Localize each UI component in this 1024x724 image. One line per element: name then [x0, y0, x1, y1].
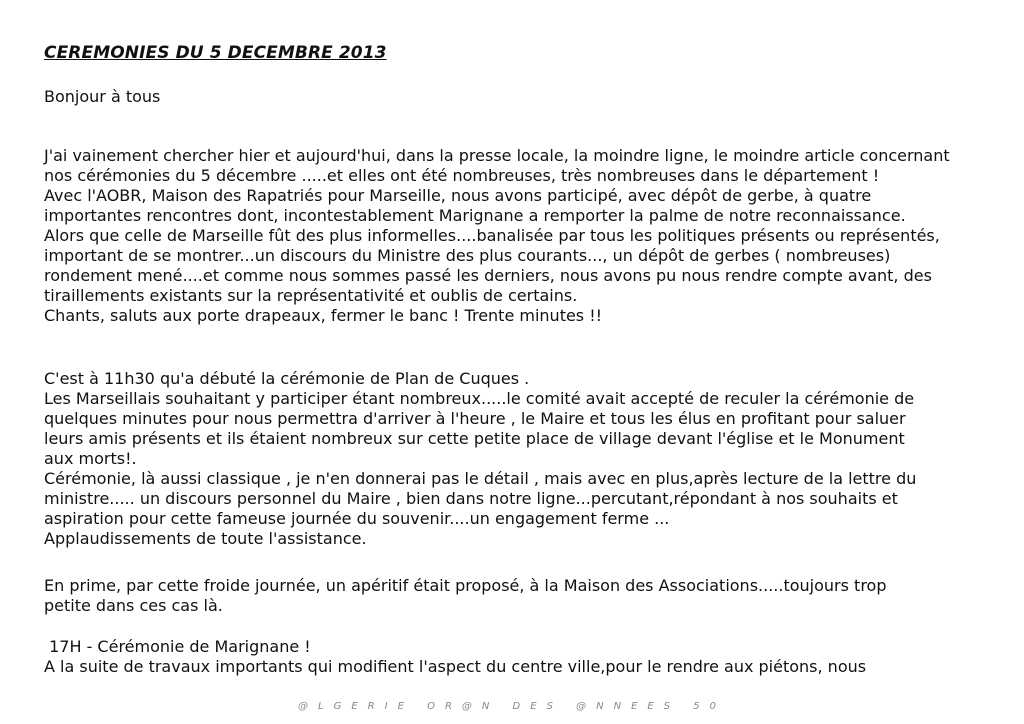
text-line: petite dans ces cas là.	[44, 596, 223, 615]
text-line: C'est à 11h30 qu'a débuté la cérémonie de Plan de Cuques .	[44, 369, 530, 388]
text-line: leurs amis présents et ils étaient nombreux sur cette petite place de village devant l'église et le Monument	[44, 429, 905, 448]
text-line: 17H - Cérémonie de Marignane !	[44, 637, 311, 656]
text-line: Cérémonie, là aussi classique , je n'en donnerai pas le détail , mais avec en plus,après lecture de la lettre du	[44, 469, 917, 488]
text-line: aux morts!.	[44, 449, 137, 468]
text-line: En prime, par cette froide journée, un apéritif était proposé, à la Maison des Associations.....toujours trop	[44, 576, 887, 595]
text-line: Avec l'AOBR, Maison des Rapatriés pour Marseille, nous avons participé, avec dépôt de gerbe, à quatre	[44, 186, 872, 205]
text-line: Alors que celle de Marseille fût des plus informelles....banalisée par tous les politiques présents ou représentés,	[44, 226, 940, 245]
text-line: J'ai vainement chercher hier et aujourd'hui, dans la presse locale, la moindre ligne, le moindre article concernant	[44, 146, 950, 165]
page-footer: @LGERIE OR@N DES @NNEES 50	[298, 701, 726, 712]
document-title: CEREMONIES DU 5 DECEMBRE 2013	[44, 43, 387, 63]
text-line: ministre..... un discours personnel du Maire , bien dans notre ligne...percutant,répondant à nos souhaits et	[44, 489, 898, 508]
paragraph-4	[44, 637, 866, 677]
text-line: rondement mené....et comme nous sommes passé les derniers, nous avons pu nous rendre compte avant, des	[44, 266, 932, 285]
text-line: tiraillements existants sur la représentativité et oublis de certains.	[44, 286, 578, 305]
text-line: A la suite de travaux importants qui modifient l'aspect du centre ville,pour le rendre aux piétons, nous	[44, 657, 867, 676]
paragraph-1	[44, 146, 950, 326]
text-line: Chants, saluts aux porte drapeaux, fermer le banc ! Trente minutes !!	[44, 306, 603, 325]
text-line: important de se montrer...un discours du Ministre des plus courants..., un dépôt de gerbes ( nombreuses)	[44, 246, 891, 265]
paragraph-2	[44, 369, 916, 549]
paragraph-3	[44, 576, 886, 616]
text-line: quelques minutes pour nous permettra d'arriver à l'heure , le Maire et tous les élus en profitant pour saluer	[44, 409, 906, 428]
text-line: Applaudissements de toute l'assistance.	[44, 529, 367, 548]
greeting-text: Bonjour à tous	[44, 87, 161, 106]
text-line: importantes rencontres dont, incontestablement Marignane a remporter la palme de notre reconnaissance.	[44, 206, 906, 225]
text-line: aspiration pour cette fameuse journée du souvenir....un engagement ferme ...	[44, 509, 670, 528]
text-line: nos cérémonies du 5 décembre .....et elles ont été nombreuses, très nombreuses dans le département !	[44, 166, 880, 185]
text-line: Les Marseillais souhaitant y participer étant nombreux.....le comité avait accepté de reculer la cérémonie de	[44, 389, 915, 408]
